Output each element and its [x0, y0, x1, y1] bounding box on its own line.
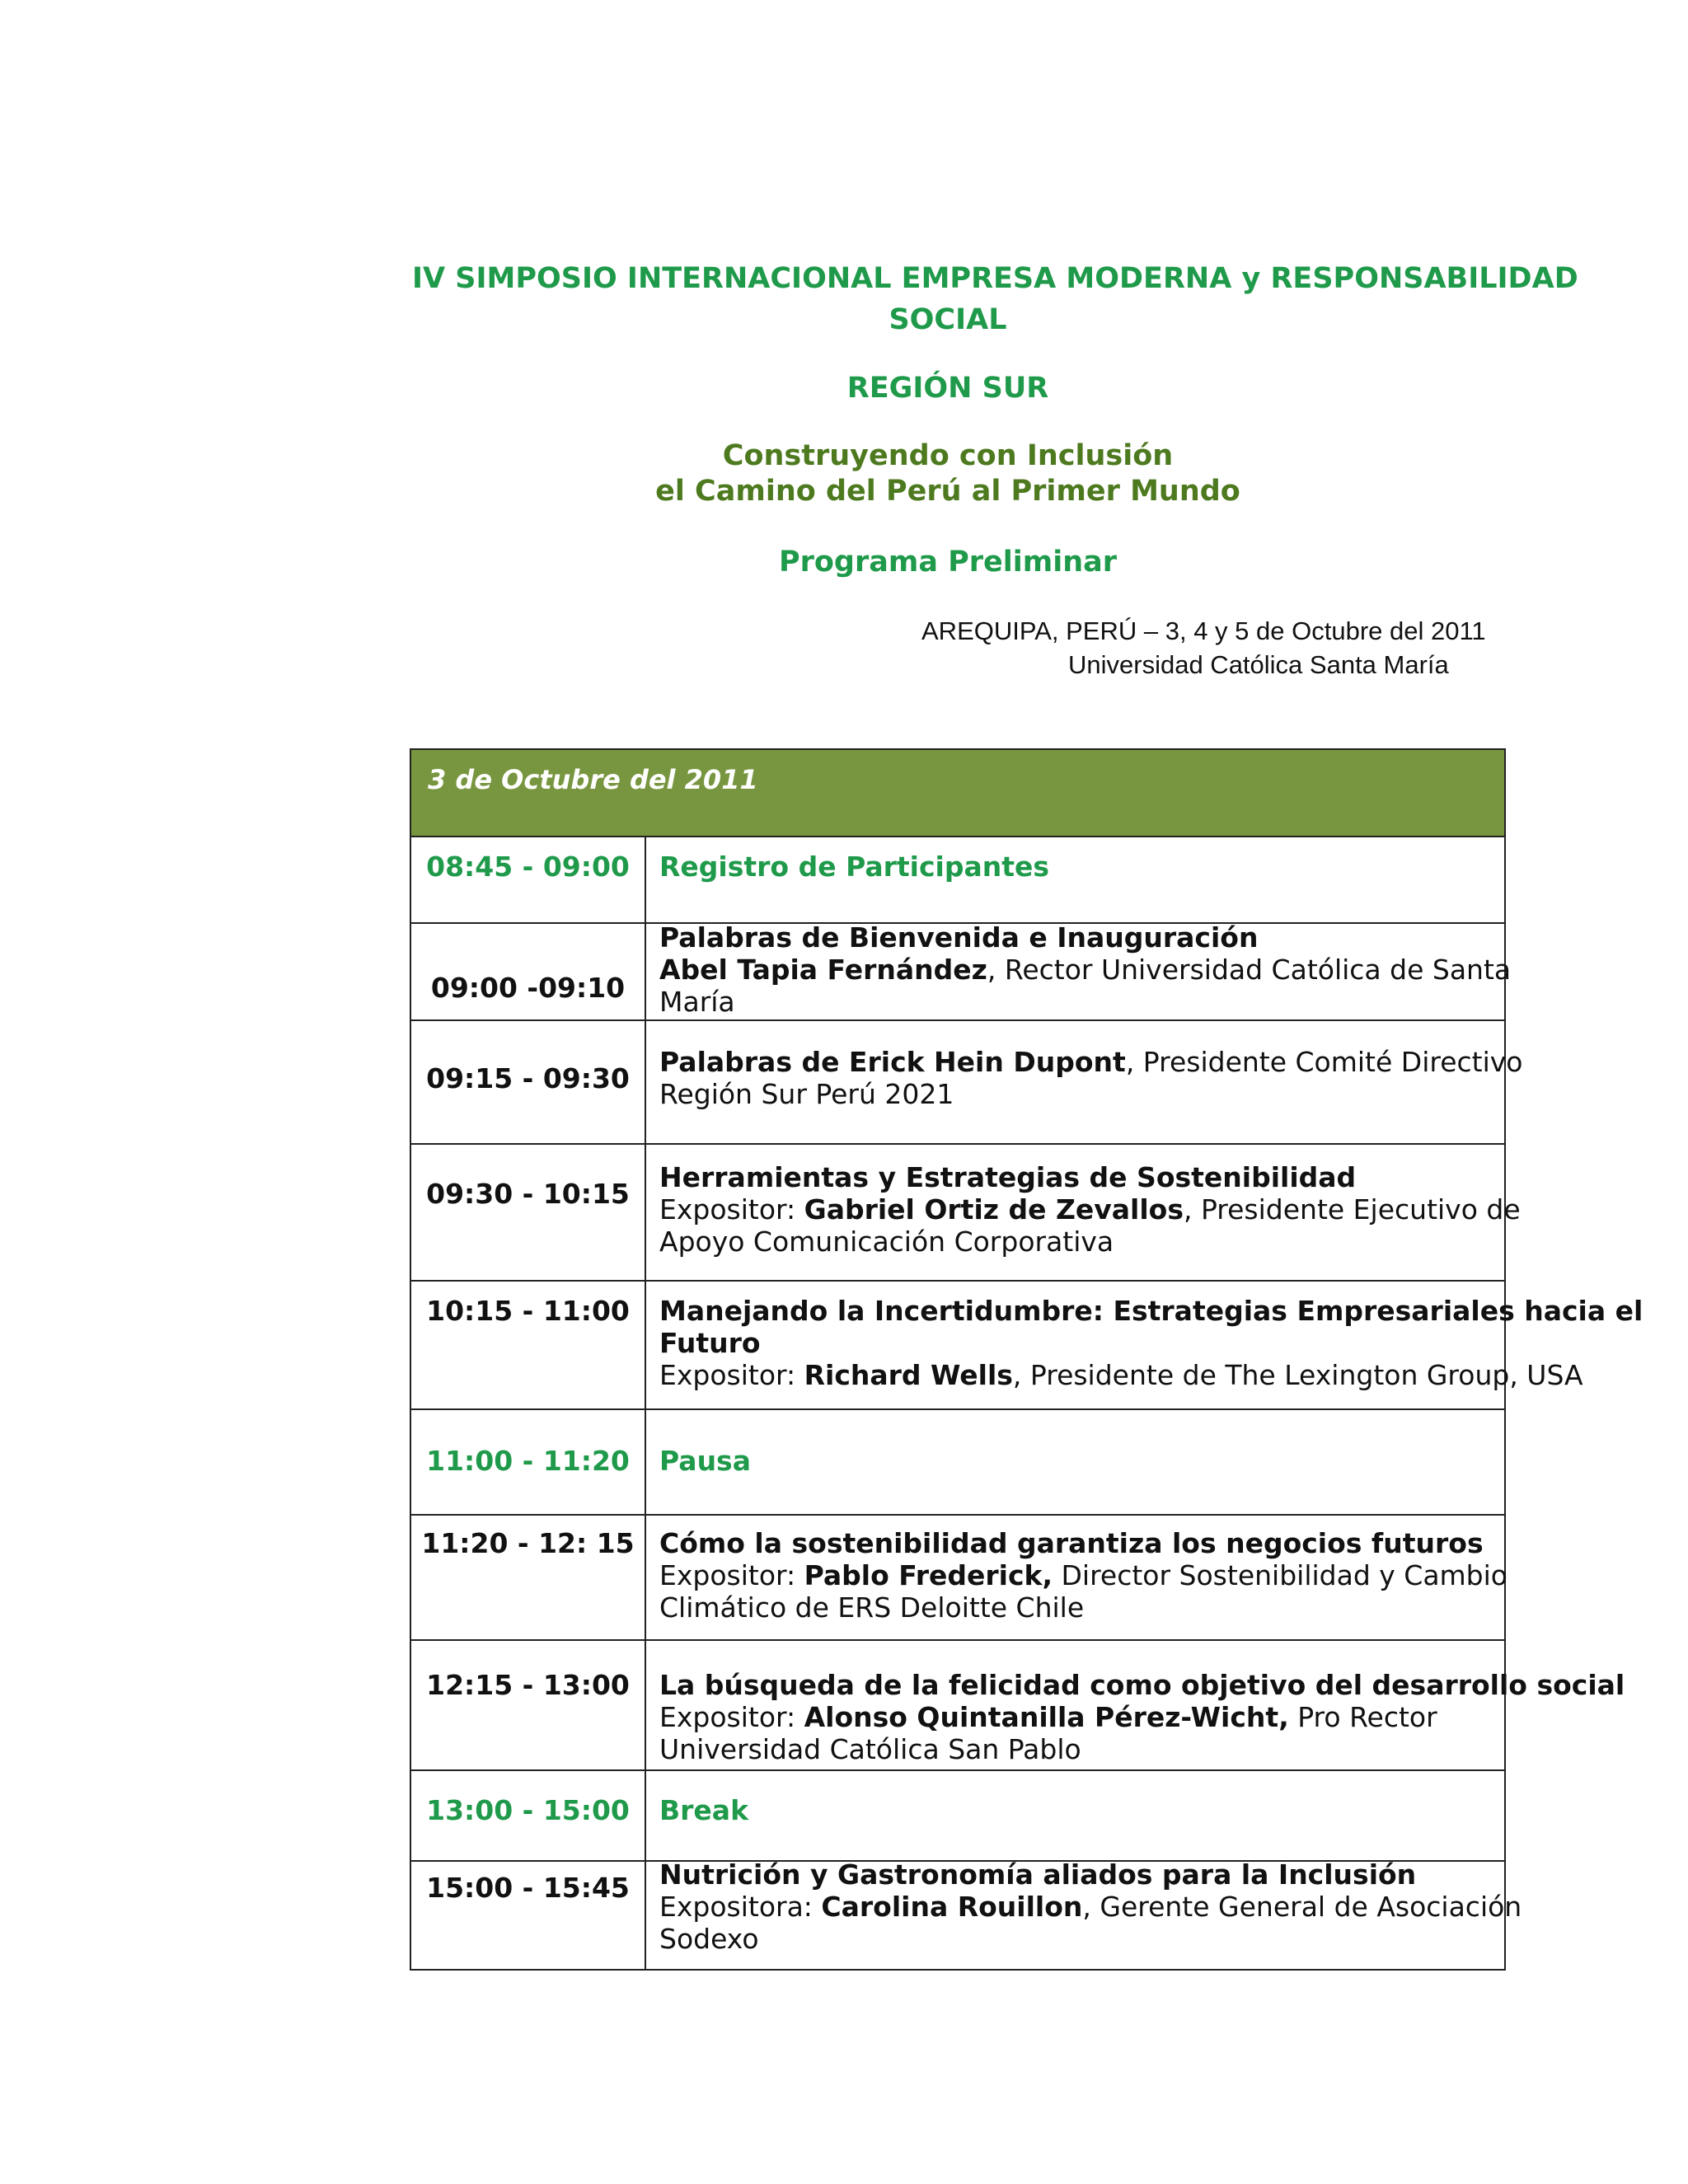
- speaker-name: Abel Tapia Fernández: [659, 954, 987, 986]
- table-row: [411, 837, 1504, 924]
- session-cell: [646, 1641, 1625, 1769]
- session-title: Palabras de Bienvenida e Inauguración: [659, 921, 1259, 954]
- session-title-cont: Futuro: [659, 1327, 761, 1359]
- session-title: Palabras de Erick Hein Dupont: [659, 1046, 1126, 1078]
- session-title: Registro de Participantes: [659, 851, 1050, 883]
- session-title: Herramientas y Estrategias de Sostenibilidad: [659, 1161, 1357, 1193]
- speaker-name: Pablo Frederick,: [804, 1559, 1053, 1591]
- subtitle-line-2: el Camino del Perú al Primer Mundo: [655, 475, 1240, 508]
- speaker-role: , Gerente General de Asociación: [1082, 1891, 1522, 1923]
- speaker-role: , Presidente Ejecutivo de: [1183, 1193, 1521, 1226]
- session-cell: [646, 1021, 1523, 1143]
- speaker-role-cont: Región Sur Perú 2021: [659, 1078, 954, 1110]
- time-cell: 09:15 - 09:30: [411, 1021, 646, 1143]
- session-cell: [646, 1145, 1521, 1280]
- speaker-name: Alonso Quintanilla Pérez-Wicht,: [804, 1701, 1289, 1733]
- speaker-role: Director Sostenibilidad y Cambio: [1053, 1559, 1507, 1591]
- session-title: Break: [659, 1794, 749, 1826]
- session-cell: [646, 1771, 1504, 1860]
- speaker-role: , Presidente Comité Directivo: [1125, 1046, 1523, 1078]
- session-title: Pausa: [659, 1445, 751, 1477]
- speaker-label: Expositor:: [659, 1559, 804, 1591]
- time-cell: 09:30 - 10:15: [411, 1145, 646, 1280]
- table-row: [411, 1021, 1523, 1145]
- speaker-role-cont: Climático de ERS Deloitte Chile: [659, 1591, 1085, 1624]
- speaker-role-cont: Sodexo: [659, 1923, 759, 1955]
- speaker-role: , Rector Universidad Católica de Santa: [987, 954, 1512, 986]
- document-title: [412, 258, 1578, 340]
- location-venue: Universidad Católica Santa María: [1068, 650, 1449, 679]
- speaker-role-cont: María: [659, 986, 735, 1018]
- speaker-role: Pro Rector: [1288, 1701, 1437, 1733]
- session-cell: [646, 837, 1504, 922]
- time-cell: 11:00 - 11:20: [411, 1410, 646, 1514]
- title-line-1: IV SIMPOSIO INTERNACIONAL EMPRESA MODERNA y RESPONSABILIDAD: [412, 262, 1578, 295]
- time-cell: 09:00 -09:10: [411, 924, 646, 1019]
- time-cell: 10:15 - 11:00: [411, 1282, 646, 1408]
- table-row: [411, 1410, 1504, 1516]
- table-row: [411, 1516, 1507, 1641]
- day-header: 3 de Octubre del 2011: [411, 750, 1504, 837]
- program-heading: Programa Preliminar: [778, 546, 1118, 579]
- table-row: [411, 1858, 1522, 1969]
- speaker-name: Carolina Rouillon: [821, 1891, 1083, 1923]
- table-row: [411, 1145, 1521, 1282]
- speaker-label: Expositor:: [659, 1359, 804, 1391]
- speaker-role-cont: Universidad Católica San Pablo: [659, 1733, 1081, 1765]
- session-title: Cómo la sostenibilidad garantiza los negocios futuros: [659, 1527, 1484, 1559]
- location-date: AREQUIPA, PERÚ – 3, 4 y 5 de Octubre del 2011: [921, 616, 1486, 645]
- time-cell: 12:15 - 13:00: [411, 1641, 646, 1769]
- subtitle-line-1: Construyendo con Inclusión: [722, 439, 1174, 472]
- session-title: Nutrición y Gastronomía aliados para la Inclusión: [659, 1858, 1417, 1891]
- session-cell: [646, 921, 1512, 1019]
- speaker-name: Gabriel Ortiz de Zevallos: [804, 1193, 1184, 1226]
- region-heading: REGIÓN SUR: [846, 372, 1049, 405]
- time-cell: 11:20 - 12: 15: [411, 1516, 646, 1639]
- time-cell: 08:45 - 09:00: [411, 837, 646, 922]
- speaker-role: , Presidente de The Lexington Group, USA: [1012, 1359, 1583, 1391]
- table-row: [411, 1641, 1625, 1771]
- table-row: [411, 1282, 1643, 1410]
- time-cell: 15:00 - 15:45: [411, 1862, 646, 1969]
- speaker-label: Expositora:: [659, 1891, 822, 1923]
- table-row: [411, 921, 1512, 1021]
- speaker-name: Richard Wells: [804, 1359, 1013, 1391]
- speaker-role-cont: Apoyo Comunicación Corporativa: [659, 1226, 1114, 1258]
- session-cell: [646, 1282, 1643, 1408]
- session-cell: [646, 1858, 1522, 1969]
- session-title: La búsqueda de la felicidad como objetivo del desarrollo social: [659, 1669, 1625, 1701]
- time-cell: 13:00 - 15:00: [411, 1771, 646, 1860]
- speaker-label: Expositor:: [659, 1701, 804, 1733]
- session-title: Manejando la Incertidumbre: Estrategias Empresariales hacia el: [659, 1295, 1643, 1327]
- title-line-2: SOCIAL: [889, 303, 1007, 336]
- session-cell: [646, 1410, 1504, 1514]
- speaker-label: Expositor:: [659, 1193, 804, 1226]
- table-row: [411, 1771, 1504, 1862]
- session-cell: [646, 1516, 1507, 1639]
- schedule-table: [410, 748, 1643, 1971]
